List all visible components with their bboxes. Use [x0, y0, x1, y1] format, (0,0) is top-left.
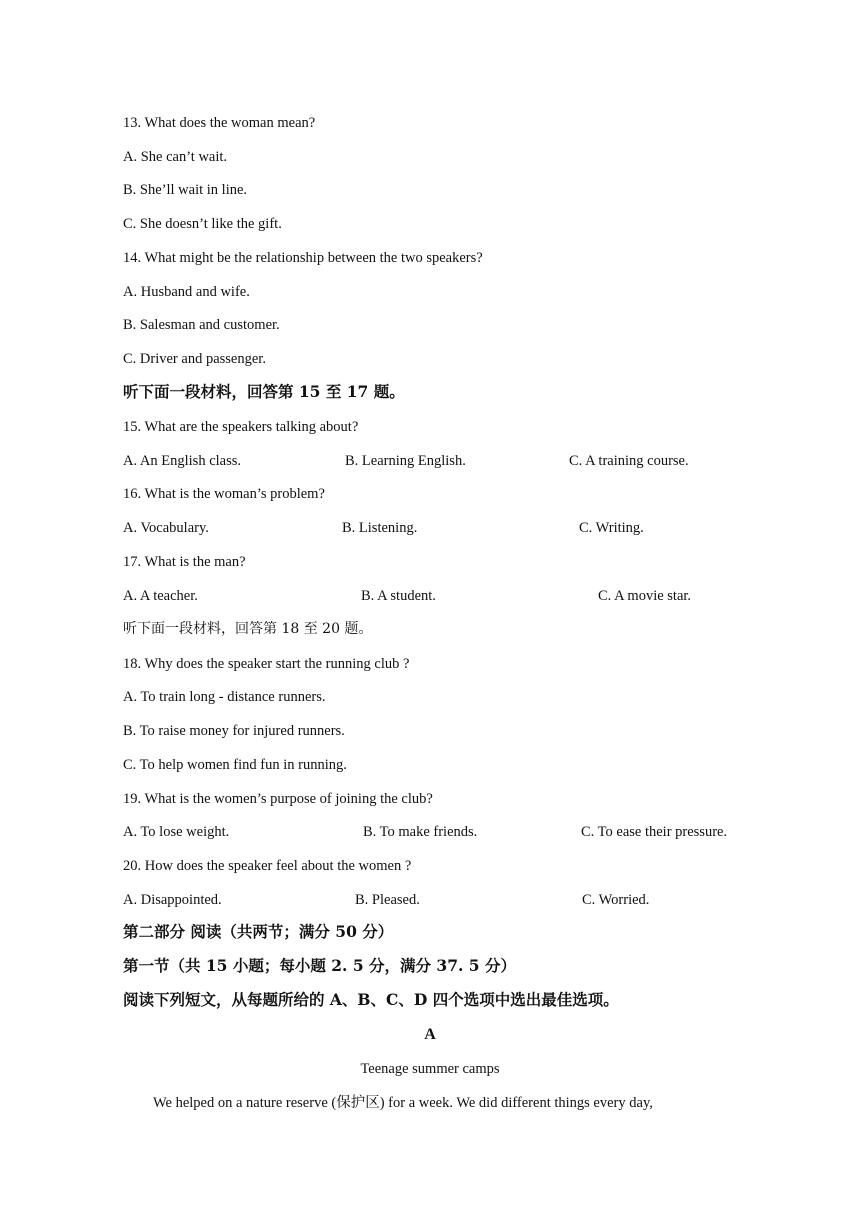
section-one-title: 第一节（共 15 小题；每小题 2. 5 分，满分 37. 5 分） — [123, 956, 516, 975]
q17-option-a: A. A teacher. — [123, 588, 198, 604]
q14-option-c: C. Driver and passenger. — [123, 351, 266, 367]
q19-option-b: B. To make friends. — [363, 824, 478, 840]
reading-instruction: 阅读下列短文，从每题所给的 A、B、C、D 四个选项中选出最佳选项。 — [123, 990, 619, 1009]
passage-title: Teenage summer camps — [360, 1061, 500, 1077]
q19-option-a: A. To lose weight. — [123, 824, 230, 840]
q20-option-a: A. Disappointed. — [123, 892, 222, 908]
question-16: 16. What is the woman’s problem? — [123, 486, 325, 502]
q15-option-b: B. Learning English. — [345, 453, 466, 469]
q15-option-c: C. A training course. — [569, 453, 689, 469]
question-15: 15. What are the speakers talking about? — [123, 419, 359, 435]
q16-option-c: C. Writing. — [579, 520, 644, 536]
q13-option-c: C. She doesn’t like the gift. — [123, 216, 282, 232]
part-two-title: 第二部分 阅读（共两节；满分 50 分） — [123, 922, 394, 941]
q17-option-b: B. A student. — [361, 588, 436, 604]
q19-option-c: C. To ease their pressure. — [581, 824, 728, 840]
question-17: 17. What is the man? — [123, 554, 246, 570]
q18-option-c: C. To help women find fun in running. — [123, 757, 347, 773]
q15-option-a: A. An English class. — [123, 453, 242, 469]
q20-option-b: B. Pleased. — [355, 892, 420, 908]
section-heading-18-20: 听下面一段材料，回答第 18 至 20 题。 — [123, 621, 373, 637]
passage-first-line: We helped on a nature reserve (保护区) for a week. We did different things every day, — [153, 1095, 653, 1111]
q13-option-a: A. She can’t wait. — [123, 149, 228, 165]
question-18: 18. Why does the speaker start the running club ? — [123, 656, 410, 672]
question-19: 19. What is the women’s purpose of joining the club? — [123, 791, 433, 807]
q16-option-b: B. Listening. — [342, 520, 418, 536]
q14-option-a: A. Husband and wife. — [123, 284, 250, 300]
q13-option-b: B. She’ll wait in line. — [123, 182, 248, 198]
section-heading-15-17: 听下面一段材料，回答第 15 至 17 题。 — [123, 382, 405, 401]
question-13: 13. What does the woman mean? — [123, 115, 316, 131]
question-14: 14. What might be the relationship between the two speakers? — [123, 250, 483, 266]
passage-letter: A — [424, 1026, 436, 1043]
q18-option-b: B. To raise money for injured runners. — [123, 723, 345, 739]
question-20: 20. How does the speaker feel about the women ? — [123, 858, 412, 874]
q20-option-c: C. Worried. — [582, 892, 650, 908]
q14-option-b: B. Salesman and customer. — [123, 317, 280, 333]
q17-option-c: C. A movie star. — [598, 588, 692, 604]
q18-option-a: A. To train long - distance runners. — [123, 689, 326, 705]
q16-option-a: A. Vocabulary. — [123, 520, 209, 536]
